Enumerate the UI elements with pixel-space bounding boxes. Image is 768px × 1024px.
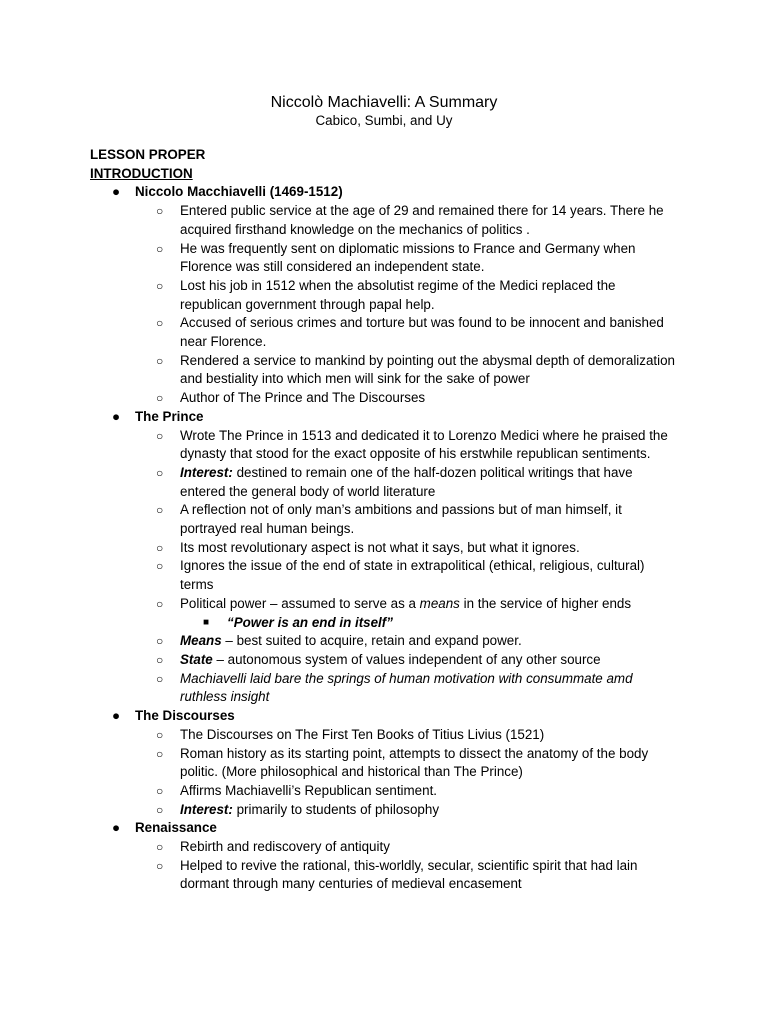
list-item: ○ He was frequently sent on diplomatic missions to France and Germany when Florence was still considered an independent state. (156, 240, 636, 275)
circle-bullet-icon: ○ (156, 746, 164, 761)
term-state: State (180, 651, 213, 667)
circle-bullet-icon: ○ (156, 596, 164, 611)
circle-bullet-icon: ○ (156, 278, 164, 293)
circle-bullet-icon: ○ (156, 634, 164, 649)
list-item: ○ Ignores the issue of the end of state in extrapolitical (ethical, religious, cultural) terms (156, 558, 645, 593)
section-heading-machiavelli: ● Niccolo Macchiavelli (1469-1512) (90, 183, 680, 202)
circle-bullet-icon: ○ (156, 503, 164, 518)
circle-bullet-icon: ○ (156, 858, 164, 873)
list-item: ○ Author of The Prince and The Discourses (90, 389, 680, 408)
lesson-heading: LESSON PROPER (90, 147, 206, 162)
circle-bullet-icon: ○ (156, 391, 164, 406)
list-item: ○ Rebirth and rediscovery of antiquity (90, 838, 680, 857)
section-heading-the-discourses: ● The Discourses (90, 707, 680, 726)
square-bullet-icon: ■ (203, 616, 210, 628)
circle-bullet-icon: ○ (156, 465, 164, 480)
circle-bullet-icon: ○ (156, 783, 164, 798)
list-item: ○ State – autonomous system of values independent of any other source (90, 651, 680, 670)
section-heading-the-prince: ● The Prince (90, 408, 680, 427)
document-title: Niccolò Machiavelli: A Summary (270, 94, 498, 111)
list-item: ○ Rendered a service to mankind by pointing out the abysmal depth of demoralization and bestiality into which men will sink for the sake of power (156, 352, 676, 387)
circle-bullet-icon: ○ (156, 652, 164, 667)
circle-bullet-icon: ○ (156, 559, 164, 574)
circle-bullet-icon: ○ (156, 540, 164, 555)
term-interest: Interest: (180, 801, 233, 817)
introduction-heading: INTRODUCTION (90, 165, 193, 181)
circle-bullet-icon: ○ (156, 428, 164, 443)
list-item: ○ Roman history as its starting point, attempts to dissect the anatomy of the body politic. (More philosophical and historical than The Prince) (156, 745, 649, 780)
circle-bullet-icon: ○ (156, 241, 164, 256)
list-item: ○ Lost his job in 1512 when the absolutist regime of the Medici replaced the republican government through papal help. (156, 277, 616, 312)
circle-bullet-icon: ○ (156, 802, 164, 817)
list-item: ○ Affirms Machiavelli’s Republican sentiment. (90, 782, 680, 801)
list-item: ○ A reflection not of only man’s ambitions and passions but of man himself, it portrayed real human beings. (156, 502, 622, 537)
list-item: ○ Accused of serious crimes and torture but was found to be innocent and banished near Florence. (156, 315, 664, 350)
bullet-icon: ● (112, 820, 121, 836)
document-authors: Cabico, Sumbi, and Uy (315, 113, 453, 128)
bullet-icon: ● (112, 708, 121, 724)
list-item: ○ Entered public service at the age of 29 and remained there for 14 years. There he acquired firsthand knowledge on the mechanics of politics . (156, 203, 664, 237)
list-item: ○ Machiavelli laid bare the springs of human motivation with consummate amd ruthless insight (156, 670, 633, 705)
circle-bullet-icon: ○ (156, 316, 164, 331)
list-item: ○ Means – best suited to acquire, retain and expand power. (90, 632, 680, 651)
circle-bullet-icon: ○ (156, 671, 164, 686)
term-interest: Interest: (180, 464, 233, 480)
list-item: ○ The Discourses on The First Ten Books of Titius Livius (1521) (90, 726, 680, 745)
circle-bullet-icon: ○ (156, 204, 164, 219)
document-body (90, 146, 680, 894)
bullet-icon: ● (112, 184, 121, 200)
circle-bullet-icon: ○ (156, 727, 164, 742)
quote-item: ■ “Power is an end in itself” (90, 614, 680, 633)
section-heading-renaissance: ● Renaissance (90, 819, 680, 838)
list-item: ○ Wrote The Prince in 1513 and dedicated it to Lorenzo Medici where he praised the dynasty that stood for the exact opposite of his erstwhile republican sentiments. (156, 427, 668, 462)
bullet-icon: ● (112, 408, 121, 424)
list-item: ○ Helped to revive the rational, this-worldly, secular, scientific spirit that had lain dormant through many centuries of medieval encasement (156, 857, 638, 892)
circle-bullet-icon: ○ (156, 840, 164, 855)
list-item: ○ Interest: destined to remain one of the half-dozen political writings that have entered the general body of world literature (156, 464, 633, 499)
circle-bullet-icon: ○ (156, 353, 164, 368)
list-item: ○ Political power – assumed to serve as a means in the service of higher ends (90, 595, 680, 614)
list-item: ○ Its most revolutionary aspect is not what it says, but what it ignores. (90, 539, 680, 558)
list-item: ○ Interest: primarily to students of philosophy (90, 801, 680, 820)
term-means: Means (180, 633, 222, 649)
